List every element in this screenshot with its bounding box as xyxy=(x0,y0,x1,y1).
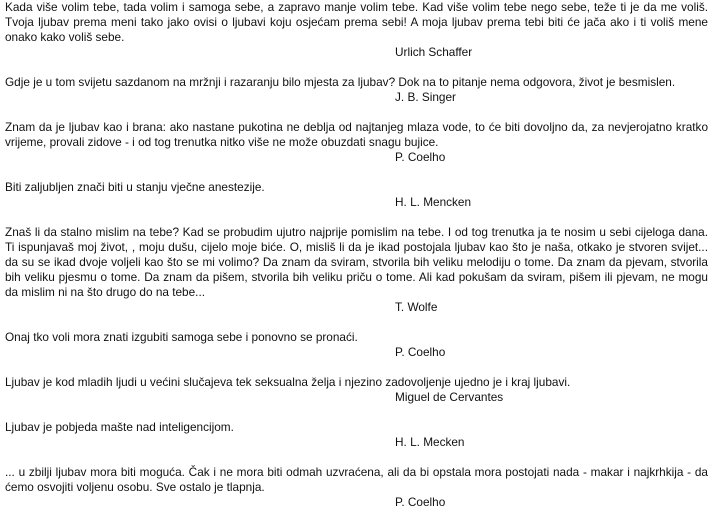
quote-text: Znaš li da stalno mislim na tebe? Kad se probudim ujutro najprije pomislim na tebe. I od tog trenutka ja te nosim u sebi cijeloga dana. Ti ispunjavaš moj život, , moju dušu, cijelo moje biće. O, misliš li da je ikad postojala ljubav kao što je naša, otkako je stvoren svijet... da su se ikad dvoje voljeli kao što se mi volimo? Da znam da sviram, stvorila bih veliku melodiju o tome. Da znam da pjevam, stvorila bih veliku pjesmu o tome. Da znam da pišem, stvorila bih veliku priču o tome. Ali kad pokušam da sviram, pišem ili pjevam, ne mogu da mislim ni na što drugo do na tebe... xyxy=(5,225,708,299)
quote-text: Kada više volim tebe, tada volim i samoga sebe, a zapravo manje volim tebe. Kad više volim tebe nego sebe, teže ti je da me voliš. Tvoja ljubav prema meni tako jako ovisi o ljubavi koju osjećam prema sebi! A moja ljubav prema tebi biti će jača ako i ti voliš mene onako kako voliš sebe. xyxy=(5,0,708,44)
quote-block xyxy=(5,375,708,405)
quote-author: T. Wolfe xyxy=(395,300,438,314)
quote-text: ... u zbilji ljubav mora biti moguća. Čak i ne mora biti odmah uzvraćena, ali da bi opstala mora postojati nada - makar i najkrhkija - da ćemo osvojiti voljenu osobu. Sve ostalo je tlapnja. xyxy=(5,465,708,494)
quote-block xyxy=(5,330,708,360)
quote-author: Miguel de Cervantes xyxy=(395,390,504,404)
quote-block xyxy=(5,75,708,105)
quote-block xyxy=(5,120,708,165)
quote-author: Urlich Schaffer xyxy=(395,45,473,59)
quote-block xyxy=(5,180,708,210)
quote-text: Onaj tko voli mora znati izgubiti samoga sebe i ponovno se pronaći. xyxy=(5,330,358,344)
quote-block xyxy=(5,465,708,510)
quote-author: J. B. Singer xyxy=(395,90,456,104)
quote-text: Ljubav je kod mladih ljudi u većini slučajeva tek seksualna želja i njezino zadovoljenje ujedno je i kraj ljubavi. xyxy=(5,375,571,389)
quote-author: P. Coelho xyxy=(395,495,446,509)
quote-text: Gdje je u tom svijetu sazdanom na mržnji i razaranju bilo mjesta za ljubav? Dok na to pitanje nema odgovora, život je besmislen. xyxy=(5,75,676,89)
quote-author: H. L. Mencken xyxy=(395,195,472,209)
quote-block xyxy=(5,225,708,315)
quote-text: Ljubav je pobjeda mašte nad inteligencijom. xyxy=(5,420,234,434)
quote-text: Biti zaljubljen znači biti u stanju vječne anestezije. xyxy=(5,180,265,194)
quote-block xyxy=(5,420,708,450)
quote-author: H. L. Mecken xyxy=(395,435,465,449)
quote-text: Znam da je ljubav kao i brana: ako nastane pukotina ne deblja od najtanjeg mlaza vode, to će biti dovoljno da, za nevjerojatno kratko vrijeme, provali zidove - i od tog trenutka nitko više ne može obuzdati snagu bujice. xyxy=(5,120,708,149)
quote-author: P. Coelho xyxy=(395,345,446,359)
quote-author: P. Coelho xyxy=(395,150,446,164)
quote-block xyxy=(5,0,708,60)
